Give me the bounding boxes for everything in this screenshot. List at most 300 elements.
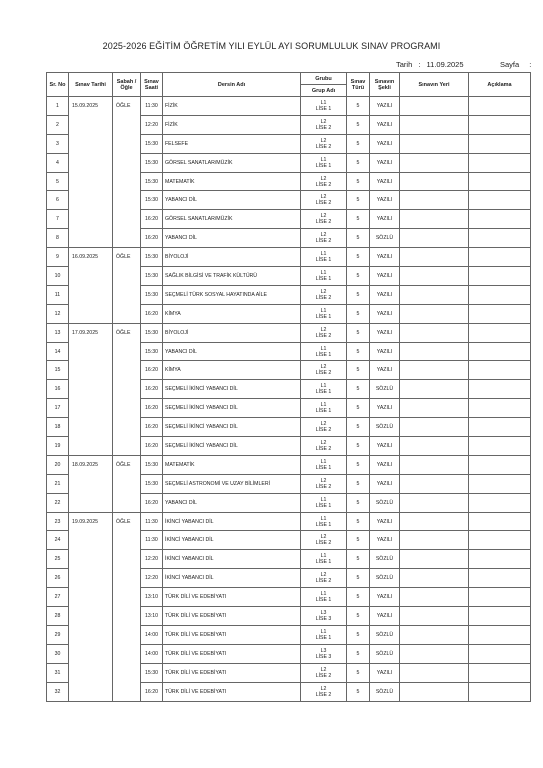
lesson-name: İKİNCİ YABANCI DİL [163,512,301,531]
exam-form: YAZILI [370,285,400,304]
exam-note [469,191,531,210]
exam-type: 5 [347,267,370,286]
table-row [47,97,531,116]
exam-type: 5 [347,172,370,191]
exam-time: 12:20 [141,569,163,588]
group-name: LİSE 1 [315,464,332,471]
exam-note [469,512,531,531]
page-title: 2025-2026 EĞİTİM ÖĞRETİM YILI EYLÜL AYI SORUMLULUK SINAV PROGRAMI [102,41,441,51]
group-cell [301,682,347,701]
group-code: L3 [320,609,327,616]
exam-place [400,97,469,116]
exam-schedule-table [46,72,531,702]
group-cell [301,342,347,361]
exam-time: 16:20 [141,682,163,701]
exam-date: 15.09.2025 [69,97,113,248]
group-code: L1 [320,402,327,409]
exam-type: 5 [347,644,370,663]
col-header-group: Grubu [301,73,347,85]
group-name: LİSE 2 [315,691,332,698]
exam-form: SÖZLÜ [370,229,400,248]
group-name: LİSE 2 [315,143,332,150]
exam-type: 5 [347,418,370,437]
exam-form: YAZILI [370,210,400,229]
exam-place [400,342,469,361]
lesson-name: İKİNCİ YABANCI DİL [163,531,301,550]
exam-type: 5 [347,380,370,399]
page-label: Sayfa [500,60,520,69]
lesson-name: SEÇMELİ ASTRONOMİ VE UZAY BİLİMLERİ [163,474,301,493]
exam-form: YAZILI [370,361,400,380]
row-number: 19 [47,437,69,456]
group-code: L2 [320,364,327,371]
row-number: 20 [47,455,69,474]
report-date [396,60,464,69]
lesson-name: FİZİK [163,97,301,116]
lesson-name: TÜRK DİLİ VE EDEBİYATI [163,588,301,607]
row-number: 31 [47,663,69,682]
col-header-place: Sınavın Yeri [400,73,469,97]
exam-time: 15:30 [141,474,163,493]
lesson-name: FİZİK [163,115,301,134]
exam-type: 5 [347,512,370,531]
group-cell [301,550,347,569]
lesson-name: SEÇMELİ İKİNCİ YABANCI DİL [163,437,301,456]
col-header-note: Açıklama [469,73,531,97]
exam-time: 15:30 [141,172,163,191]
exam-time: 16:20 [141,418,163,437]
exam-date: 17.09.2025 [69,323,113,455]
exam-form: YAZILI [370,531,400,550]
exam-form: YAZILI [370,455,400,474]
exam-type: 5 [347,191,370,210]
exam-time: 15:30 [141,191,163,210]
exam-place [400,531,469,550]
group-name: LİSE 1 [315,521,332,528]
exam-place [400,682,469,701]
group-name: LİSE 3 [315,653,332,660]
exam-time: 15:30 [141,342,163,361]
group-name: LİSE 1 [315,313,332,320]
exam-place [400,550,469,569]
lesson-name: BİYOLOJİ [163,323,301,342]
group-name: LİSE 1 [315,389,332,396]
exam-note [469,248,531,267]
exam-note [469,172,531,191]
exam-type: 5 [347,682,370,701]
group-code: L1 [320,345,327,352]
group-cell [301,625,347,644]
exam-note [469,550,531,569]
col-header-form: Sınavın Şekli [370,73,400,97]
group-code: L1 [320,458,327,465]
exam-form: YAZILI [370,115,400,134]
exam-type: 5 [347,607,370,626]
exam-time: 13:10 [141,588,163,607]
group-cell [301,493,347,512]
group-name: LİSE 2 [315,427,332,434]
group-cell [301,399,347,418]
row-number: 9 [47,248,69,267]
exam-time: 14:00 [141,625,163,644]
exam-note [469,682,531,701]
group-cell [301,285,347,304]
lesson-name: SEÇMELİ İKİNCİ YABANCI DİL [163,399,301,418]
group-cell [301,153,347,172]
exam-place [400,474,469,493]
exam-place [400,644,469,663]
exam-time: 15:30 [141,663,163,682]
group-name: LİSE 2 [315,181,332,188]
exam-type: 5 [347,399,370,418]
exam-place [400,323,469,342]
row-number: 29 [47,625,69,644]
exam-note [469,607,531,626]
table-row [47,323,531,342]
exam-time: 11:30 [141,97,163,116]
row-number: 8 [47,229,69,248]
exam-time: 16:20 [141,493,163,512]
row-number: 24 [47,531,69,550]
row-number: 17 [47,399,69,418]
lesson-name: MATEMATİK [163,172,301,191]
page-separator: : [529,60,532,69]
group-name: LİSE 2 [315,124,332,131]
table-row [47,248,531,267]
exam-place [400,493,469,512]
group-cell [301,418,347,437]
lesson-name: TÜRK DİLİ VE EDEBİYATI [163,607,301,626]
row-number: 23 [47,512,69,531]
exam-note [469,361,531,380]
exam-time: 16:20 [141,399,163,418]
lesson-name: İKİNCİ YABANCI DİL [163,569,301,588]
exam-type: 5 [347,625,370,644]
date-label: Tarih [396,60,413,69]
exam-place [400,267,469,286]
group-cell [301,663,347,682]
group-name: LİSE 2 [315,540,332,547]
group-name: LİSE 2 [315,238,332,245]
row-number: 13 [47,323,69,342]
exam-place [400,418,469,437]
lesson-name: FELSEFE [163,134,301,153]
group-cell [301,210,347,229]
exam-note [469,380,531,399]
exam-place [400,191,469,210]
row-number: 5 [47,172,69,191]
lesson-name: SEÇMELİ İKİNCİ YABANCI DİL [163,418,301,437]
exam-date: 19.09.2025 [69,512,113,701]
exam-form: YAZILI [370,153,400,172]
table-row [47,512,531,531]
exam-type: 5 [347,285,370,304]
group-code: L1 [320,515,327,522]
group-cell [301,115,347,134]
exam-type: 5 [347,153,370,172]
exam-time: 16:20 [141,304,163,323]
row-number: 18 [47,418,69,437]
group-code: L2 [320,439,327,446]
group-code: L1 [320,628,327,635]
group-code: L2 [320,175,327,182]
exam-form: YAZILI [370,663,400,682]
group-cell [301,474,347,493]
col-header-no: Sr. No [47,73,69,97]
exam-time: 16:20 [141,437,163,456]
col-header-group-name: Grup Adı [301,85,347,97]
row-number: 3 [47,134,69,153]
lesson-name: GÖRSEL SANATLAR/MÜZİK [163,153,301,172]
exam-time: 11:30 [141,512,163,531]
exam-note [469,210,531,229]
group-code: L2 [320,685,327,692]
exam-note [469,474,531,493]
exam-form: SÖZLÜ [370,625,400,644]
group-code: L2 [320,477,327,484]
group-code: L2 [320,288,327,295]
exam-type: 5 [347,134,370,153]
exam-note [469,304,531,323]
row-number: 15 [47,361,69,380]
exam-type: 5 [347,493,370,512]
exam-period: ÖĞLE [113,248,141,324]
exam-form: YAZILI [370,588,400,607]
exam-type: 5 [347,588,370,607]
group-name: LİSE 1 [315,351,332,358]
exam-form: YAZILI [370,172,400,191]
lesson-name: SEÇMELİ İKİNCİ YABANCI DİL [163,380,301,399]
group-code: L1 [320,99,327,106]
exam-time: 16:20 [141,229,163,248]
exam-type: 5 [347,342,370,361]
exam-date: 16.09.2025 [69,248,113,324]
group-cell [301,248,347,267]
exam-note [469,399,531,418]
group-cell [301,437,347,456]
lesson-name: YABANCI DİL [163,191,301,210]
exam-place [400,437,469,456]
row-number: 11 [47,285,69,304]
group-cell [301,588,347,607]
group-code: L1 [320,383,327,390]
group-name: LİSE 2 [315,370,332,377]
exam-place [400,663,469,682]
exam-place [400,455,469,474]
group-cell [301,304,347,323]
lesson-name: TÜRK DİLİ VE EDEBİYATI [163,625,301,644]
row-number: 1 [47,97,69,116]
exam-time: 12:20 [141,115,163,134]
group-name: LİSE 1 [315,275,332,282]
group-cell [301,607,347,626]
group-name: LİSE 1 [315,502,332,509]
group-cell [301,531,347,550]
exam-time: 11:30 [141,531,163,550]
exam-type: 5 [347,531,370,550]
group-name: LİSE 1 [315,162,332,169]
exam-place [400,248,469,267]
exam-time: 15:30 [141,285,163,304]
exam-period: ÖĞLE [113,512,141,701]
exam-type: 5 [347,248,370,267]
exam-note [469,455,531,474]
group-cell [301,97,347,116]
exam-period: ÖĞLE [113,97,141,248]
group-name: LİSE 2 [315,672,332,679]
group-code: L2 [320,326,327,333]
exam-time: 15:30 [141,455,163,474]
date-value: 11.09.2025 [426,60,464,69]
exam-note [469,644,531,663]
exam-time: 14:00 [141,644,163,663]
group-name: LİSE 1 [315,559,332,566]
exam-note [469,625,531,644]
exam-place [400,512,469,531]
group-code: L2 [320,232,327,239]
exam-period: ÖĞLE [113,455,141,512]
exam-note [469,493,531,512]
exam-time: 13:10 [141,607,163,626]
col-header-period: Sabah / Öğle [113,73,141,97]
exam-form: YAZILI [370,304,400,323]
row-number: 7 [47,210,69,229]
exam-type: 5 [347,437,370,456]
exam-place [400,625,469,644]
exam-form: YAZILI [370,437,400,456]
col-header-type: Sınav Türü [347,73,370,97]
exam-note [469,663,531,682]
group-cell [301,229,347,248]
row-number: 32 [47,682,69,701]
exam-time: 16:20 [141,361,163,380]
lesson-name: SAĞLIK BİLGİSİ VE TRAFİK KÜLTÜRÜ [163,267,301,286]
exam-place [400,210,469,229]
group-code: L2 [320,534,327,541]
exam-note [469,267,531,286]
group-name: LİSE 2 [315,445,332,452]
group-code: L1 [320,591,327,598]
exam-time: 15:30 [141,323,163,342]
exam-time: 15:30 [141,134,163,153]
exam-form: SÖZLÜ [370,644,400,663]
group-name: LİSE 2 [315,332,332,339]
exam-place [400,115,469,134]
exam-form: YAZILI [370,134,400,153]
group-cell [301,569,347,588]
group-cell [301,455,347,474]
group-code: L1 [320,269,327,276]
lesson-name: SEÇMELİ TÜRK SOSYAL HAYATINDA AİLE [163,285,301,304]
row-number: 25 [47,550,69,569]
exam-form: YAZILI [370,191,400,210]
page-indicator [500,60,531,69]
group-code: L2 [320,118,327,125]
exam-note [469,418,531,437]
exam-type: 5 [347,361,370,380]
row-number: 16 [47,380,69,399]
group-name: LİSE 2 [315,294,332,301]
row-number: 21 [47,474,69,493]
group-name: LİSE 1 [315,597,332,604]
group-cell [301,172,347,191]
row-number: 2 [47,115,69,134]
exam-time: 15:30 [141,267,163,286]
exam-form: YAZILI [370,97,400,116]
row-number: 30 [47,644,69,663]
group-name: LİSE 1 [315,257,332,264]
lesson-name: İKİNCİ YABANCI DİL [163,550,301,569]
group-cell [301,323,347,342]
exam-note [469,588,531,607]
group-code: L1 [320,496,327,503]
date-separator: : [418,60,421,69]
exam-time: 12:20 [141,550,163,569]
exam-period: ÖĞLE [113,323,141,455]
exam-note [469,115,531,134]
exam-place [400,304,469,323]
exam-place [400,153,469,172]
exam-type: 5 [347,663,370,682]
exam-form: SÖZLÜ [370,493,400,512]
group-name: LİSE 2 [315,483,332,490]
exam-type: 5 [347,210,370,229]
lesson-name: GÖRSEL SANATLAR/MÜZİK [163,210,301,229]
group-cell [301,512,347,531]
exam-note [469,437,531,456]
lesson-name: TÜRK DİLİ VE EDEBİYATI [163,644,301,663]
group-code: L2 [320,213,327,220]
exam-form: YAZILI [370,267,400,286]
exam-time: 16:20 [141,210,163,229]
col-header-time: Sınav Saati [141,73,163,97]
exam-form: SÖZLÜ [370,550,400,569]
group-code: L1 [320,307,327,314]
table-row [47,455,531,474]
group-code: L2 [320,421,327,428]
exam-note [469,285,531,304]
exam-type: 5 [347,97,370,116]
lesson-name: TÜRK DİLİ VE EDEBİYATI [163,682,301,701]
lesson-name: TÜRK DİLİ VE EDEBİYATI [163,663,301,682]
exam-note [469,229,531,248]
group-code: L2 [320,572,327,579]
group-code: L2 [320,194,327,201]
group-code: L1 [320,553,327,560]
row-number: 12 [47,304,69,323]
exam-form: SÖZLÜ [370,380,400,399]
row-number: 6 [47,191,69,210]
exam-note [469,531,531,550]
exam-form: YAZILI [370,512,400,531]
group-cell [301,644,347,663]
group-code: L2 [320,666,327,673]
exam-type: 5 [347,474,370,493]
lesson-name: YABANCI DİL [163,493,301,512]
group-name: LİSE 1 [315,408,332,415]
lesson-name: KİMYA [163,361,301,380]
col-header-date: Sınav Tarihi [69,73,113,97]
col-header-lesson: Dersin Adı [163,73,301,97]
exam-form: SÖZLÜ [370,418,400,437]
exam-note [469,97,531,116]
lesson-name: KİMYA [163,304,301,323]
exam-time: 16:20 [141,380,163,399]
exam-place [400,380,469,399]
lesson-name: YABANCI DİL [163,342,301,361]
exam-form: YAZILI [370,248,400,267]
row-number: 27 [47,588,69,607]
